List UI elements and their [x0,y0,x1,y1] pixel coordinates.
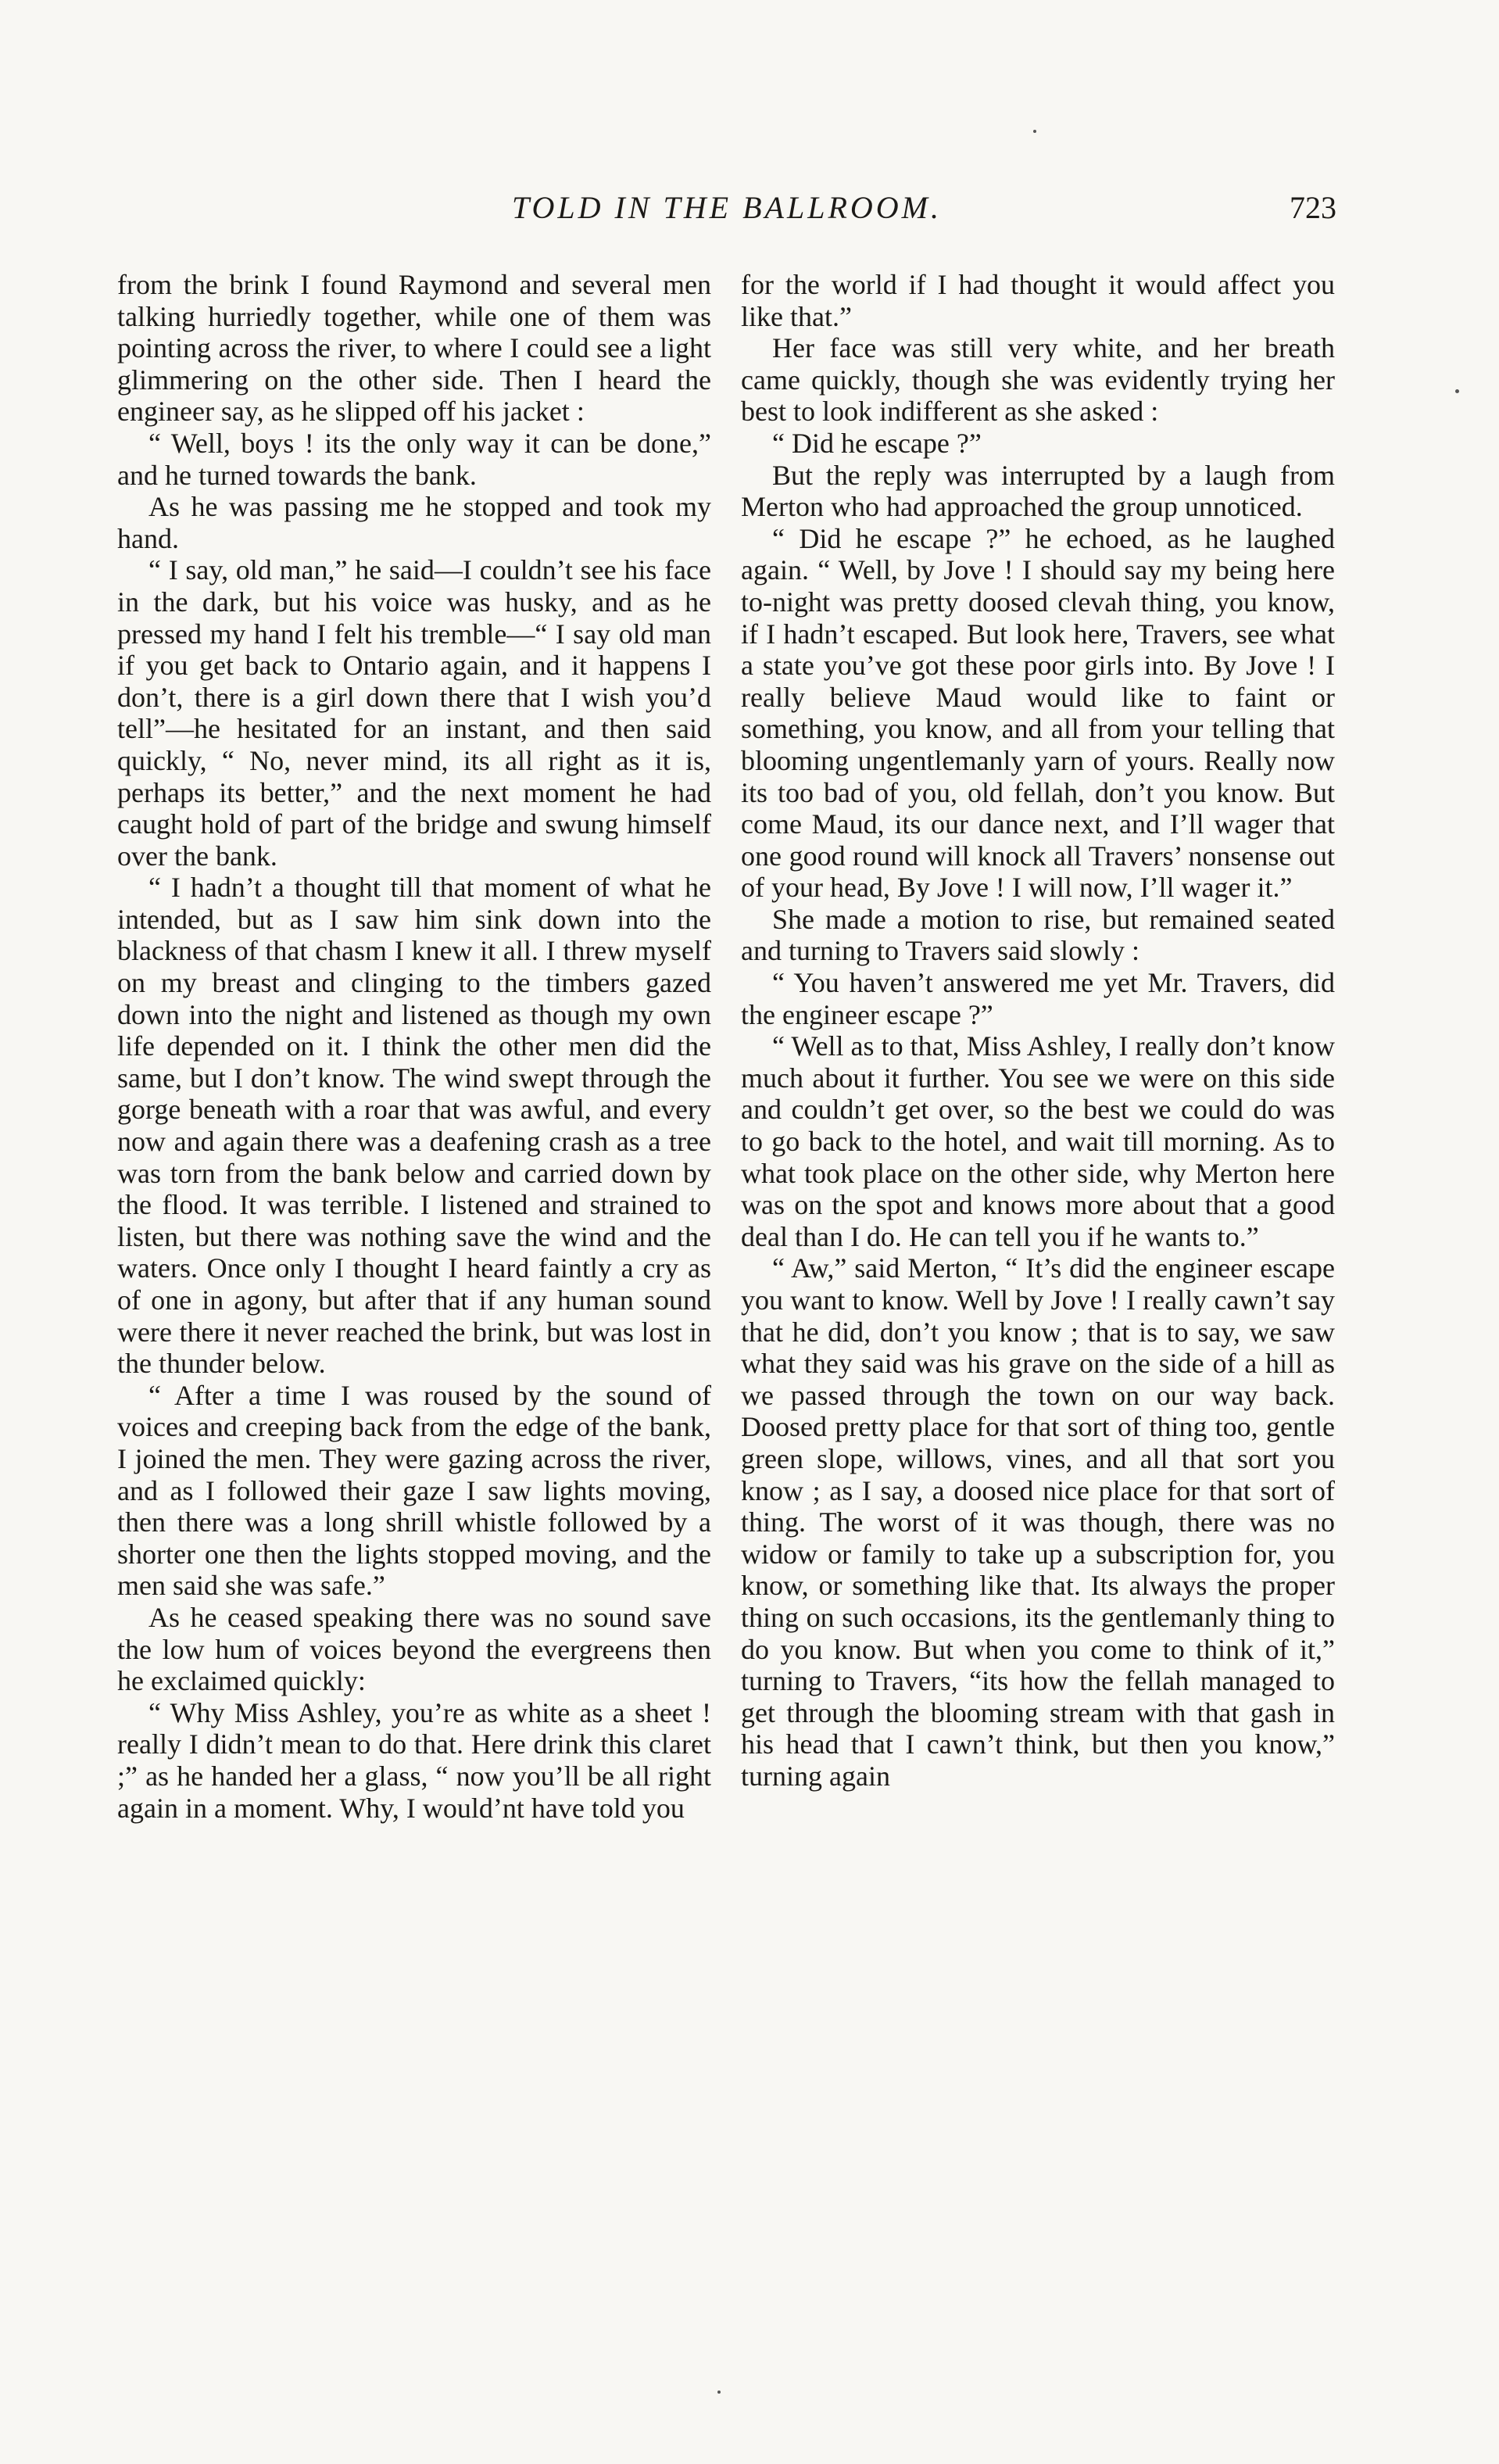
paragraph: “ Did he escape ?” [772,427,982,459]
paragraph: “ Aw,” said Merton, “ It’s did the engineer escape you want to know. Well by Jove ! I really cawn’t say that he did, don’t you know ; that is to say, we saw what they said was his grave on the side of a hill as we passed through the town on our way back. Doosed pretty place for that sort of thing too, gentle green slope, willows, vines, and all that sort you know ; as I say, a doosed nice place for that sort of thing. The worst of it was though, there was no widow or family to take up a subscription for, you know, or something like that. Its always the proper thing on such occasions, its the gentlemanly thing to do you know. But when you come to think of it,” turning to Travers, “its how the fellah managed to get through the blooming stream with that gash in his head that I cawn’t think, but then you know,” turning again [741,1252,1335,1792]
ink-speck [1033,130,1036,133]
paragraph: “ Well as to that, Miss Ashley, I really don’t know much about it further. You see we were on this side and couldn’t get over, so the best we could do was to go back to the hotel, and wait till morning. As to what took place on the other side, why Merton here was on the spot and knows more about that a good deal than I do. He can tell you if he wants to.” [741,1030,1335,1252]
paragraph: for the world if I had thought it would affect you like that.” [741,269,1335,332]
page-header [117,184,1336,231]
paragraph: “ Well, boys ! its the only way it can be done,” and he turned towards the bank. [117,427,711,491]
paragraph: “ After a time I was roused by the sound of voices and creeping back from the edge of the bank, I joined the men. They were gazing across the river, and as I followed their gaze I saw lights moving, then there was a long shrill whistle followed by a shorter one then the lights stopped moving, and the men said she was safe.” [117,1379,711,1602]
running-title: TOLD IN THE BALLROOM. [512,190,942,225]
paragraph: “ Why Miss Ashley, you’re as white as a sheet ! really I didn’t mean to do that. Here drink this claret ;” as he handed her a glass, “ now you’ll be all right again in a moment. Why, I would’nt have told you [117,1696,711,1824]
text-column-right [741,269,1335,1792]
ink-speck [1455,389,1459,393]
paragraph: As he was passing me he stopped and took my hand. [117,491,711,554]
paragraph: “ I hadn’t a thought till that moment of what he intended, but as I saw him sink down into the blackness of that chasm I knew it all. I threw myself on my breast and clinging to the timbers gazed down into the night and listened as though my own life depended on it. I think the other men did the same, but I don’t know. The wind swept through the gorge beneath with a roar that was awful, and every now and again there was a deafening crash as a tree was torn from the bank below and carried down by the flood. It was terrible. I listened and strained to listen, but there was nothing save the wind and the waters. Once only I thought I heard faintly a cry as of one in agony, but after that if any human sound were there it never reached the brink, but was lost in the thunder below. [117,872,711,1380]
paragraph: “ I say, old man,” he said—I couldn’t see his face in the dark, but his voice was husky, and as he pressed my hand I felt his tremble—“ I say old man if you get back to Ontario again, and it happens I don’t, there is a girl down there that I wish you’d tell”—he hesitated for an instant, and then said quickly, “ No, never mind, its all right as it is, perhaps its better,” and the next moment he had caught hold of part of the bridge and swung himself over the bank. [117,554,711,872]
paragraph: from the brink I found Raymond and several men talking hurriedly together, while one of them was pointing across the river, to where I could see a light glimmering on the other side. Then I heard the engineer say, as he slipped off his jacket : [117,269,711,428]
ink-speck [717,2391,721,2394]
paragraph: “ You haven’t answered me yet Mr. Travers, did the engineer escape ?” [741,967,1335,1030]
paragraph: But the reply was interrupted by a laugh from Merton who had approached the group unnoticed. [741,459,1335,523]
page-number: 723 [1290,190,1336,225]
paragraph: “ Did he escape ?” he echoed, as he laughed again. “ Well, by Jove ! I should say my being here to-night was pretty doosed clevah thing, you know, if I hadn’t escaped. But look here, Travers, see what a state you’ve got these poor girls into. By Jove ! I really believe Maud would like to faint or something, you know, and all from your telling that blooming ungentlemanly yarn of yours. Really now its too bad of you, old fellah, don’t you know. But come Maud, its our dance next, and I’ll wager that one good round will knock all Travers’ nonsense out of your head, By Jove ! I will now, I’ll wager it.” [741,522,1335,904]
paragraph: She made a motion to rise, but remained seated and turning to Travers said slowly : [741,903,1335,967]
paragraph: As he ceased speaking there was no sound save the low hum of voices beyond the evergreens then he exclaimed quickly: [117,1601,711,1697]
paragraph: Her face was still very white, and her breath came quickly, though she was evidently trying her best to look indifferent as she asked : [741,332,1335,428]
text-column-left [117,269,711,1824]
